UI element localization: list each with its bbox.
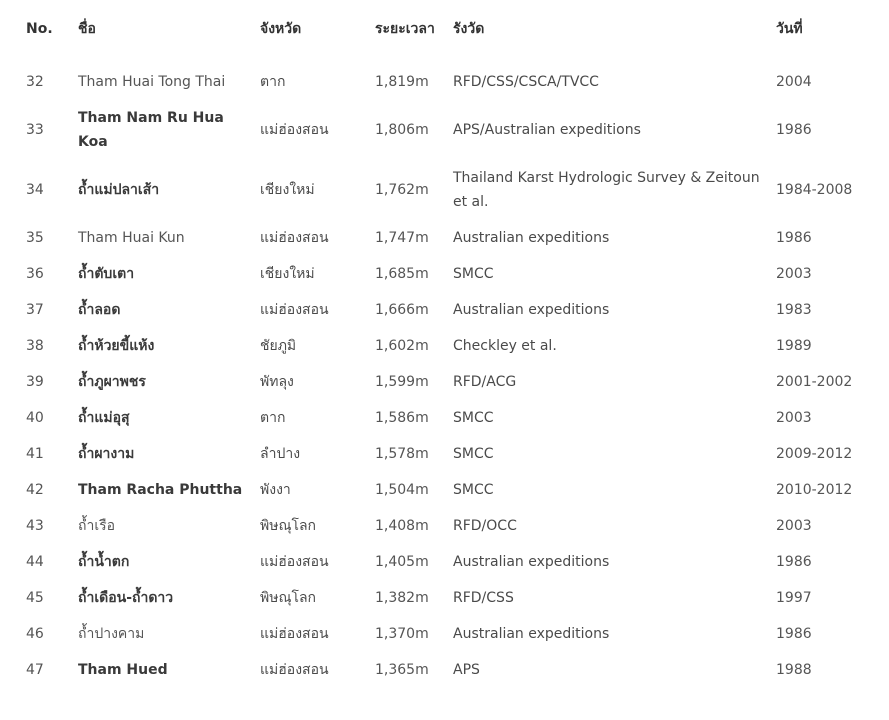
- cave-length: 1,602m: [375, 338, 429, 354]
- survey-date: 1989: [776, 338, 812, 354]
- survey-date: 1986: [776, 230, 812, 246]
- cave-name: ถ้ำตับเตา: [78, 266, 135, 282]
- survey-team: APS/Australian expeditions: [453, 122, 641, 138]
- survey-team: RFD/CSS/CSCA/TVCC: [453, 74, 599, 90]
- table-row: [16, 58, 876, 100]
- table-row: [16, 100, 876, 160]
- cave-name: ถ้ำปางคาม: [78, 626, 145, 642]
- survey-date: 1997: [776, 590, 812, 606]
- table-row: [16, 400, 876, 436]
- header-row: [16, 0, 876, 58]
- row-number: 39: [26, 374, 44, 390]
- survey-team: SMCC: [453, 410, 494, 426]
- cave-length: 1,365m: [375, 662, 429, 678]
- cave-length: 1,685m: [375, 266, 429, 282]
- cave-length: 1,370m: [375, 626, 429, 642]
- survey-date: 1986: [776, 626, 812, 642]
- cave-length: 1,806m: [375, 122, 429, 138]
- cave-length: 1,666m: [375, 302, 429, 318]
- cave-name: ถ้ำเดือน-ถ้ำดาว: [78, 590, 174, 606]
- cave-length: 1,405m: [375, 554, 429, 570]
- table-row: [16, 328, 876, 364]
- table-row: [16, 652, 876, 688]
- row-number: 37: [26, 302, 44, 318]
- row-number: 41: [26, 446, 44, 462]
- survey-date: 2009-2012: [776, 446, 853, 462]
- cave-name: Tham Hued: [78, 662, 168, 678]
- cave-name: ถ้ำแม่ปลาเส้า: [78, 182, 160, 198]
- header-no: No.: [26, 21, 53, 37]
- province: แม่ฮ่องสอน: [260, 554, 329, 570]
- row-number: 34: [26, 182, 44, 198]
- row-number: 32: [26, 74, 44, 90]
- cave-name: ถ้ำแม่อุสุ: [78, 410, 130, 426]
- table-row: [16, 508, 876, 544]
- province: แม่ฮ่องสอน: [260, 626, 329, 642]
- table-row: [16, 472, 876, 508]
- row-number: 42: [26, 482, 44, 498]
- header-name: ชื่อ: [78, 21, 96, 37]
- table-row: [16, 616, 876, 652]
- survey-date: 1986: [776, 122, 812, 138]
- survey-team: RFD/OCC: [453, 518, 517, 534]
- survey-team: SMCC: [453, 446, 494, 462]
- cave-name: ถ้ำผางาม: [78, 446, 135, 462]
- row-number: 38: [26, 338, 44, 354]
- province: ชัยภูมิ: [260, 338, 297, 354]
- cave-length: 1,819m: [375, 74, 429, 90]
- province: พังงา: [260, 482, 291, 498]
- table-row: [16, 160, 876, 220]
- province: แม่ฮ่องสอน: [260, 302, 329, 318]
- cave-length: 1,762m: [375, 182, 429, 198]
- cave-table: [16, 0, 876, 688]
- table-row: [16, 544, 876, 580]
- province: พัทลุง: [260, 374, 294, 390]
- province: ลำปาง: [260, 446, 301, 462]
- province: ตาก: [260, 410, 286, 426]
- province: แม่ฮ่องสอน: [260, 122, 329, 138]
- survey-date: 2003: [776, 410, 812, 426]
- row-number: 44: [26, 554, 44, 570]
- survey-team: Checkley et al.: [453, 338, 557, 354]
- row-number: 47: [26, 662, 44, 678]
- header-date: วันที่: [776, 21, 803, 37]
- province: พิษณุโลก: [260, 590, 317, 606]
- table-header: [16, 0, 876, 58]
- cave-name: Tham Nam Ru Hua Koa: [78, 110, 224, 150]
- header-province: จังหวัด: [260, 21, 302, 37]
- province: เชียงใหม่: [260, 182, 315, 198]
- table-row: [16, 220, 876, 256]
- row-number: 43: [26, 518, 44, 534]
- table-row: [16, 256, 876, 292]
- cave-name: ถ้ำห้วยขี้แห้ง: [78, 338, 155, 354]
- survey-team: SMCC: [453, 482, 494, 498]
- survey-date: 2004: [776, 74, 812, 90]
- row-number: 33: [26, 122, 44, 138]
- header-length: ระยะเวลา: [375, 21, 435, 37]
- survey-date: 1983: [776, 302, 812, 318]
- row-number: 45: [26, 590, 44, 606]
- survey-team: APS: [453, 662, 480, 678]
- table-row: [16, 364, 876, 400]
- cave-name: Tham Huai Tong Thai: [78, 74, 226, 90]
- table-row: [16, 292, 876, 328]
- survey-team: RFD/CSS: [453, 590, 514, 606]
- row-number: 35: [26, 230, 44, 246]
- survey-team: Thailand Karst Hydrologic Survey & Zeitoun et al.: [453, 170, 760, 210]
- survey-date: 2003: [776, 266, 812, 282]
- survey-date: 2001-2002: [776, 374, 853, 390]
- cave-name: ถ้ำเรือ: [78, 518, 116, 534]
- row-number: 40: [26, 410, 44, 426]
- row-number: 36: [26, 266, 44, 282]
- cave-name: ถ้ำน้ำตก: [78, 554, 130, 570]
- cave-length: 1,586m: [375, 410, 429, 426]
- survey-team: Australian expeditions: [453, 302, 610, 318]
- survey-team: Australian expeditions: [453, 554, 610, 570]
- survey-date: 1988: [776, 662, 812, 678]
- header-team: รังวัด: [453, 21, 485, 37]
- province: เชียงใหม่: [260, 266, 315, 282]
- province: แม่ฮ่องสอน: [260, 230, 329, 246]
- survey-team: Australian expeditions: [453, 230, 610, 246]
- table-row: [16, 436, 876, 472]
- cave-name: ถ้ำลอด: [78, 302, 121, 318]
- cave-length: 1,599m: [375, 374, 429, 390]
- cave-length: 1,578m: [375, 446, 429, 462]
- province: แม่ฮ่องสอน: [260, 662, 329, 678]
- cave-name: Tham Racha Phuttha: [78, 482, 243, 498]
- cave-length: 1,408m: [375, 518, 429, 534]
- survey-team: Australian expeditions: [453, 626, 610, 642]
- survey-team: RFD/ACG: [453, 374, 517, 390]
- table-row: [16, 580, 876, 616]
- survey-date: 2010-2012: [776, 482, 853, 498]
- cave-length: 1,747m: [375, 230, 429, 246]
- survey-team: SMCC: [453, 266, 494, 282]
- survey-date: 2003: [776, 518, 812, 534]
- table-body: [16, 58, 876, 688]
- province: พิษณุโลก: [260, 518, 317, 534]
- cave-length: 1,504m: [375, 482, 429, 498]
- survey-date: 1984-2008: [776, 182, 853, 198]
- survey-date: 1986: [776, 554, 812, 570]
- cave-name: ถ้ำภูผาพชร: [78, 374, 146, 390]
- cave-name: Tham Huai Kun: [78, 230, 185, 246]
- cave-length: 1,382m: [375, 590, 429, 606]
- row-number: 46: [26, 626, 44, 642]
- province: ตาก: [260, 74, 286, 90]
